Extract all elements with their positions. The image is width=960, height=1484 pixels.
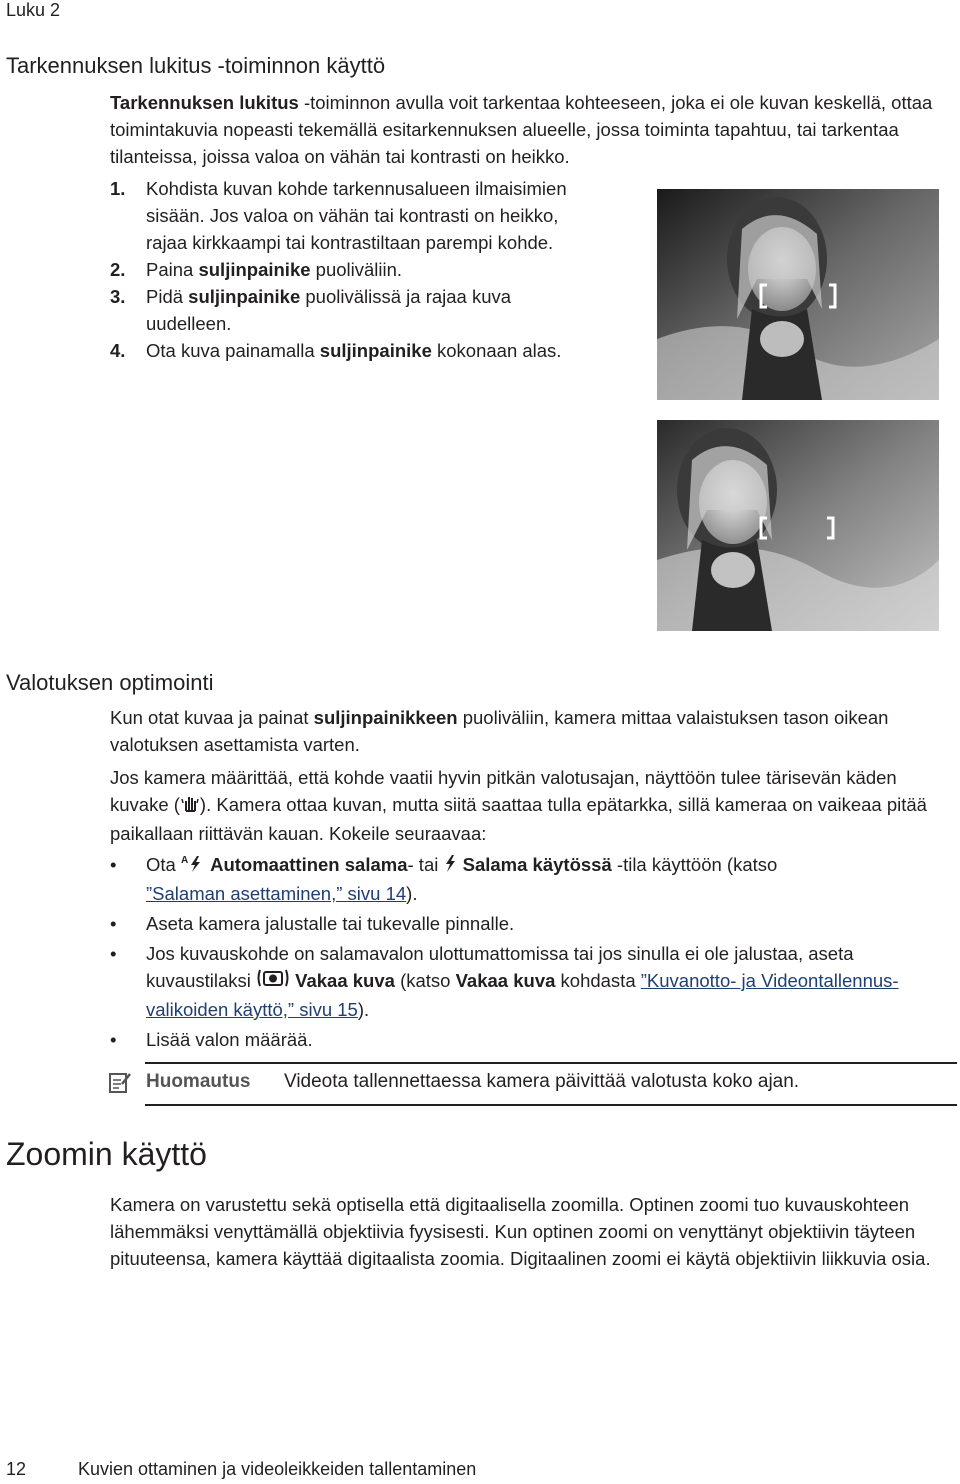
- step-text: Ota kuva painamalla: [146, 340, 320, 361]
- step-text: Pidä: [146, 286, 189, 307]
- note-icon: [108, 1070, 132, 1094]
- exposure-paragraph-2: [110, 764, 950, 847]
- bullet-dot: •: [110, 913, 117, 934]
- step-number: 3.: [110, 286, 126, 307]
- text: puoliväliin, kamera mittaa valaistuksen tason oikean valotuksen asettamista varten.: [110, 707, 889, 755]
- text: ).: [406, 883, 418, 904]
- step-number: 1.: [110, 178, 126, 199]
- section-title-zoom: Zoomin käyttö: [6, 1136, 207, 1172]
- text: ). Kamera ottaa kuvan, mutta siitä saattaa tulla epätarkka, sillä kameraa on vaikeaa pitää paikallaan riittävän kauan. Kokeile seuraavaa:: [110, 794, 927, 844]
- section-title-focus-lock: Tarkennuksen lukitus -toiminnon käyttö: [6, 53, 386, 78]
- page-number: 12: [6, 1459, 27, 1479]
- bold-term: Salama käytössä: [462, 854, 612, 875]
- note-bottom-rule: [145, 1104, 957, 1106]
- text: -tila käyttöön (katso: [611, 854, 778, 875]
- footer-chapter-title: Kuvien ottaminen ja videoleikkeiden tallentaminen: [78, 1459, 477, 1479]
- bold-term: Vakaa kuva: [295, 970, 395, 991]
- bold-term: Vakaa kuva: [455, 970, 556, 991]
- link-capture-menus[interactable]: ”Kuvanotto- ja Videontallennus-valikoiden käyttö,” sivu 15: [146, 970, 899, 1020]
- svg-text:A: A: [180, 855, 189, 866]
- auto-flash-icon: [181, 853, 205, 880]
- step-bold-term: suljinpainike: [319, 340, 432, 361]
- text: Lisää valon määrää.: [146, 1029, 313, 1050]
- step-number: 2.: [110, 259, 126, 280]
- step-item: [110, 283, 590, 337]
- step-text: Kohdista kuvan kohde tarkennusalueen ilmaisimien sisään. Jos valoa on vähän tai kontrasti on heikko, rajaa kirkkaampi tai kontrastiltaan parempi kohde.: [146, 178, 567, 253]
- photo-1-illustration: [657, 189, 939, 400]
- step-text: puoliväliin.: [310, 259, 403, 280]
- intro-bold-term: Tarkennuksen lukitus: [110, 92, 299, 113]
- chapter-label: Luku 2: [6, 0, 61, 20]
- text: Jos kamera määrittää, että kohde vaatii hyvin pitkän valotusajan, näyttöön tulee tärisevän käden kuvake (: [110, 767, 897, 815]
- step-text: kokonaan alas.: [431, 340, 562, 361]
- step-number: 4.: [110, 340, 126, 361]
- step-bold-term: suljinpainike: [188, 286, 301, 307]
- step-bold-term: suljinpainike: [198, 259, 311, 280]
- shaky-hand-icon: [180, 793, 200, 820]
- bullet-dot: •: [110, 1029, 117, 1050]
- list-item: [110, 910, 950, 937]
- text: Aseta kamera jalustalle tai tukevalle pinnalle.: [146, 913, 515, 934]
- text: Kun otat kuvaa ja painat: [110, 707, 314, 728]
- text: kohdasta: [555, 970, 641, 991]
- exposure-paragraph-1: [110, 704, 950, 758]
- bold-term: Automaattinen salama: [210, 854, 408, 875]
- intro-text: -toiminnon avulla voit tarkentaa kohteeseen, joka ei ole kuvan keskellä, ottaa toimintakuvia nopeasti tekemällä esitarkennuksen alueelle, jossa toiminta tapahtuu, tai tarkentaa tilanteissa, joissa valoa on vähän tai kontrasti on heikko.: [110, 92, 933, 167]
- text: ).: [357, 999, 370, 1020]
- focus-lock-intro: [110, 89, 950, 170]
- text: Ota: [146, 854, 181, 875]
- step-text: puolivälissä ja rajaa kuva uudelleen.: [146, 286, 512, 334]
- step-item: [110, 337, 590, 364]
- note-label: Huomautus: [146, 1071, 251, 1092]
- text: Jos kuvauskohde on salamavalon ulottumattomissa tai jos sinulla ei ole jalustaa, aseta kuvaustilaksi: [146, 943, 854, 991]
- list-item: [110, 940, 950, 1023]
- steady-photo-icon: [256, 967, 290, 996]
- focus-lock-photo-1: [657, 189, 939, 400]
- photo-2-illustration: [657, 420, 939, 631]
- exposure-tips: [110, 851, 950, 1056]
- list-item: [110, 851, 950, 907]
- step-item: [110, 256, 590, 283]
- zoom-paragraph: Kamera on varustettu sekä optisella että digitaalisella zoomilla. Optinen zoomi tuo kuvauskohteen lähemmäksi venyttämällä objektiivia fyysisesti. Kun optinen zoomi on venyttänyt objektiivin täyteen pituuteensa, kamera käyttää digitaalista zoomia. Digitaalinen zoomi ei käytä objektiivin liikkuvia osia.: [110, 1194, 931, 1269]
- bullet-dot: •: [110, 943, 117, 964]
- text: - tai: [407, 854, 444, 875]
- section-title-exposure: Valotuksen optimointi: [6, 670, 214, 695]
- bold-term: suljinpainikkeen: [313, 707, 458, 728]
- bullet-dot: •: [110, 854, 117, 875]
- flash-on-icon: [443, 853, 457, 880]
- text: (katso: [394, 970, 456, 991]
- note-text: Videota tallennettaessa kamera päivittää valotusta koko ajan.: [284, 1071, 800, 1092]
- note-top-rule: [145, 1062, 957, 1064]
- link-flash-settings[interactable]: ”Salaman asettaminen,” sivu 14: [146, 883, 407, 904]
- focus-lock-steps: [110, 175, 590, 364]
- step-item: [110, 175, 590, 256]
- step-text: Paina: [146, 259, 199, 280]
- list-item: [110, 1026, 950, 1053]
- focus-lock-photo-2: [657, 420, 939, 631]
